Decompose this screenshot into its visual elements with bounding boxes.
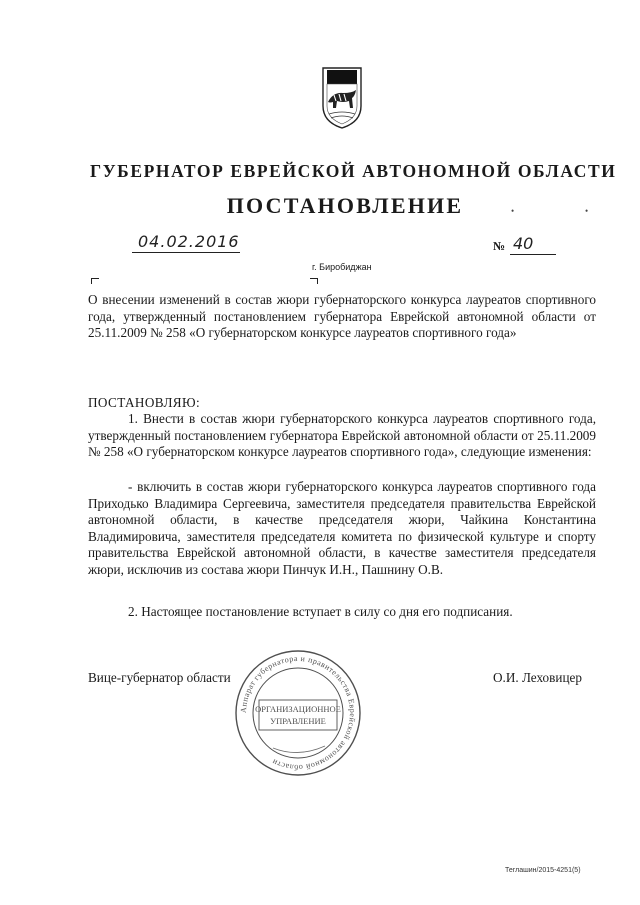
document-number: 40 xyxy=(513,234,534,253)
signatory-title: Вице-губернатор области xyxy=(88,670,231,685)
footer-doc-code: Теглашин/2015-4251(5) xyxy=(505,867,581,874)
scan-mark: • xyxy=(511,206,515,216)
seal-outer-text: Аппарат губернатора и правительства Еврейской автономной области xyxy=(238,653,358,773)
paragraph-1: 1. Внести в состав жюри губернаторского конкурса лауреатов спортивного года, утвержденный постановлением губернатора Еврейской автономной области от 25.11.2009 № 258 «О губернаторском конкурсе лауреатов спортивного года», следующие изменения: xyxy=(88,411,596,460)
document-subject: О внесении изменений в состав жюри губернаторского конкурса лауреатов спортивного года, утвержденный постановлением губернатора Еврейской автономной области от 25.11.2009 № 258 «О губернаторском конкурсе лауреатов спортивного года» xyxy=(88,292,596,341)
number-prefix: № xyxy=(493,239,506,253)
date-underline xyxy=(132,252,240,253)
resolve-heading: ПОСТАНОВЛЯЮ: xyxy=(88,395,201,410)
paragraph-2: - включить в состав жюри губернаторского конкурса лауреатов спортивного года Приходько Владимира Сергеевича, заместителя председателя правительства Еврейской автономной области, в качестве председателя жюри, Чайкина Константина Владимировича, заместителя председателя комитета по физической культуре и спорту правительства Еврейской автономной области, в качестве заместителя председателя жюри, исключив из состава жюри Пинчук И.Н., Пашнину О.В. xyxy=(88,479,596,577)
city-label: г. Биробиджан xyxy=(312,262,372,272)
seal-inner-line-2: УПРАВЛЕНИЕ xyxy=(270,716,326,726)
official-seal-stamp xyxy=(233,648,363,778)
organization-title: ГУБЕРНАТОР ЕВРЕЙСКОЙ АВТОНОМНОЙ ОБЛАСТИ xyxy=(90,161,617,181)
scan-mark: • xyxy=(585,206,589,216)
subject-bracket-right xyxy=(310,278,318,284)
number-underline xyxy=(510,254,556,255)
paragraph-3: 2. Настоящее постановление вступает в силу со дня его подписания. xyxy=(128,604,513,619)
coat-of-arms-tiger-icon xyxy=(319,66,365,130)
seal-inner-line-1: ОРГАНИЗАЦИОННОЕ xyxy=(255,704,341,714)
document-date: 04.02.2016 xyxy=(138,232,240,251)
document-type-heading: ПОСТАНОВЛЕНИЕ xyxy=(226,193,464,218)
signatory-name: О.И. Леховицер xyxy=(493,670,582,685)
subject-bracket-left xyxy=(91,278,99,284)
